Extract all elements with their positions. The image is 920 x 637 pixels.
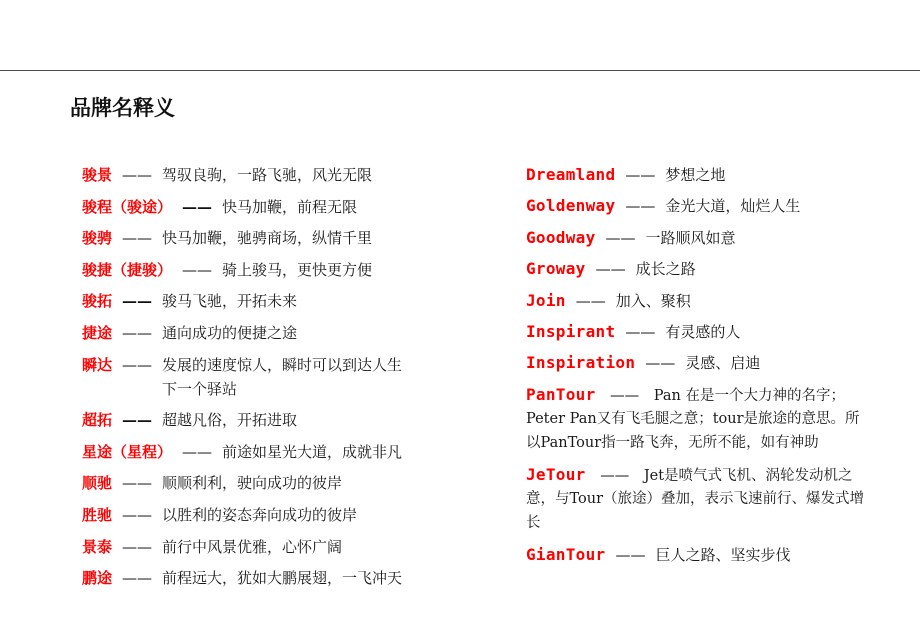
brand-meaning: 前行中风景优雅，心怀广阔	[162, 537, 343, 556]
brand-meaning: 顺顺利利，驶向成功的彼岸	[162, 474, 343, 493]
dash-separator: ——	[595, 260, 626, 279]
brand-meaning: 梦想之地	[665, 166, 726, 184]
dash-separator: ——	[122, 355, 153, 374]
list-item	[82, 566, 482, 590]
brand-meaning: 以胜利的姿态奔向成功的彼岸	[162, 505, 358, 524]
list-item	[526, 257, 866, 281]
dash-separator: ——	[122, 474, 153, 493]
brand-name: 顺驰	[82, 474, 113, 493]
brand-name: JeTour	[526, 464, 586, 484]
list-item	[526, 226, 866, 250]
header-divider	[0, 70, 920, 71]
dash-separator: ——	[575, 291, 606, 310]
dash-separator: ——	[182, 260, 213, 279]
brand-meaning: 加入、聚积	[615, 291, 691, 310]
brand-meaning: 前程远大，犹如大鹏展翅，一飞冲天	[162, 569, 403, 588]
chinese-names-list	[82, 163, 482, 598]
dash-separator: ——	[615, 545, 646, 564]
brand-meaning-line: 发展的速度惊人，瞬时可以到达人生	[162, 355, 403, 374]
dash-separator: ——	[625, 197, 656, 216]
brand-meaning: 巨人之路、坚实步伐	[655, 545, 791, 564]
list-item	[82, 503, 482, 527]
list-item	[82, 289, 482, 313]
dash-separator: ——	[625, 166, 656, 184]
dash-separator: ——	[625, 322, 656, 341]
brand-name: 超拓	[82, 411, 113, 430]
dash-separator: ——	[122, 411, 153, 430]
dash-separator: ——	[600, 467, 630, 484]
dash-separator: ——	[645, 354, 676, 373]
brand-meaning: 一路顺风如意	[645, 228, 736, 247]
dash-separator: ——	[182, 197, 213, 216]
english-names-list	[526, 163, 866, 574]
dash-separator: ——	[122, 323, 153, 342]
list-item	[82, 321, 482, 345]
brand-name: 骏程（骏途）	[82, 197, 173, 216]
brand-meaning: 超越凡俗，开拓进取	[162, 411, 298, 430]
brand-name: Inspiration	[526, 353, 636, 373]
brand-meaning: 骏马飞驰，开拓未来	[162, 292, 298, 311]
dash-separator: ——	[610, 387, 640, 404]
list-item	[82, 408, 482, 432]
brand-name: PanTour	[526, 384, 596, 404]
list-item	[526, 463, 866, 536]
brand-name: Dreamland	[526, 165, 616, 184]
brand-name: Groway	[526, 259, 586, 279]
list-item	[82, 353, 482, 401]
list-item	[82, 258, 482, 282]
brand-meaning: 成长之路	[635, 260, 696, 279]
brand-name: GianTour	[526, 544, 606, 564]
brand-meaning: Jet是喷气式飞机、涡轮发动机之意，与Tour（旅途）叠加，表示飞速前行、爆发式增长	[526, 467, 865, 531]
brand-name: Join	[526, 290, 566, 310]
list-item	[82, 163, 482, 187]
brand-meaning	[162, 353, 482, 401]
brand-name: 捷途	[82, 323, 113, 342]
brand-name: Inspirant	[526, 321, 616, 341]
list-item	[82, 440, 482, 464]
dash-separator: ——	[122, 569, 153, 588]
brand-name: 景泰	[82, 537, 113, 556]
brand-meaning: 通向成功的便捷之途	[162, 323, 298, 342]
list-item	[526, 163, 866, 187]
brand-meaning: 驾驭良驹，一路飞驰，风光无限	[162, 166, 373, 184]
brand-name: Goodway	[526, 227, 596, 247]
dash-separator: ——	[182, 442, 213, 461]
brand-name: 鹏途	[82, 569, 113, 588]
brand-meaning: 有灵感的人	[665, 322, 741, 341]
list-item	[526, 289, 866, 313]
brand-meaning: 快马加鞭，驰骋商场，纵情千里	[162, 229, 373, 248]
brand-meaning: 骑上骏马，更快更方便	[222, 260, 373, 279]
brand-meaning: 快马加鞭，前程无限	[222, 197, 358, 216]
brand-meaning: 灵感、启迪	[685, 354, 761, 373]
brand-meaning-line: 下一个驿站	[162, 379, 238, 398]
page-title: 品牌名释义	[70, 96, 175, 120]
list-item	[526, 351, 866, 375]
brand-name: 骏捷（捷骏）	[82, 260, 173, 279]
brand-name: 瞬达	[82, 355, 113, 374]
list-item	[526, 383, 866, 456]
dash-separator: ——	[605, 228, 636, 247]
dash-separator: ——	[122, 505, 153, 524]
dash-separator: ——	[122, 537, 153, 556]
brand-name: 骏拓	[82, 292, 113, 311]
brand-name: 星途（星程）	[82, 442, 173, 461]
dash-separator: ——	[122, 166, 153, 184]
brand-name: 胜驰	[82, 505, 113, 524]
brand-name: 骏骋	[82, 229, 113, 248]
list-item	[526, 543, 866, 567]
brand-meaning: 金光大道，灿烂人生	[665, 197, 801, 216]
list-item	[82, 226, 482, 250]
brand-meaning: Pan 在是一个大力神的名字；Peter Pan又有飞毛腿之意；tour是旅途的意思。所以PanTour指一路飞奔，无所不能，如有神助	[526, 387, 860, 451]
list-item	[82, 471, 482, 495]
list-item	[82, 535, 482, 559]
list-item	[526, 194, 866, 218]
dash-separator: ——	[122, 292, 153, 311]
dash-separator: ——	[122, 229, 153, 248]
brand-name: 骏景	[82, 166, 113, 184]
list-item	[82, 195, 482, 219]
brand-name: Goldenway	[526, 196, 616, 216]
list-item	[526, 320, 866, 344]
brand-meaning: 前途如星光大道，成就非凡	[222, 442, 403, 461]
